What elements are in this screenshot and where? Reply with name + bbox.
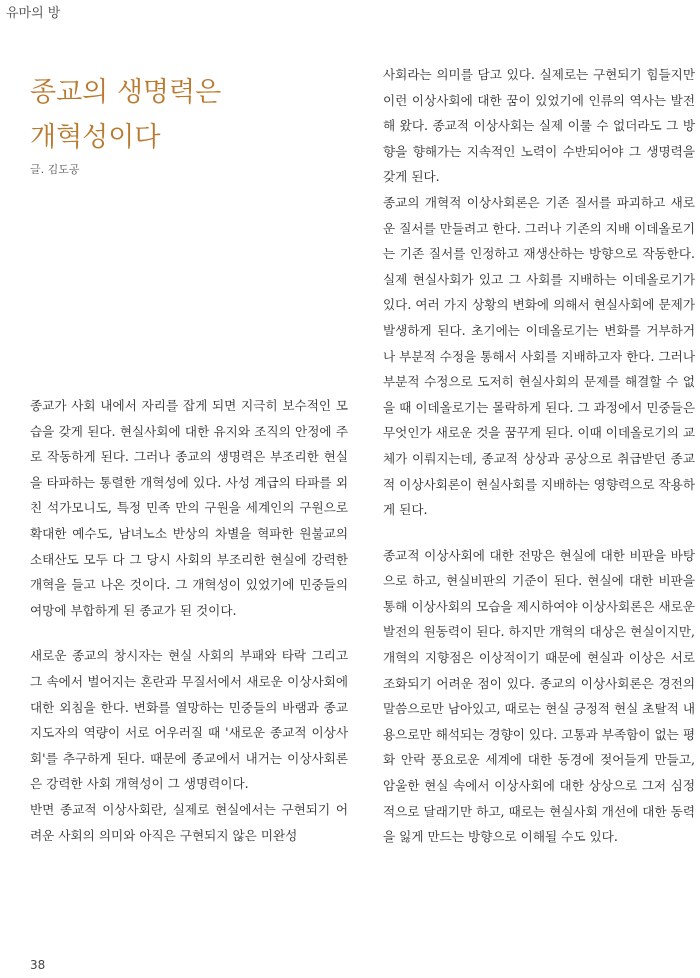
left-column: [30, 393, 348, 848]
left-paragraph-3: 반면 종교적 이상사회란, 실제로 현실에서는 구현되기 어려운 사회의 의미와 아직은 구현되지 않은 미완성: [30, 801, 348, 843]
left-paragraph-1: 종교가 사회 내에서 자리를 잡게 되면 지극히 보수적인 모습을 갖게 된다. 현실사회에 대한 유지와 조직의 안정에 주로 작동하게 된다. 그러나 종교의 생명력은 부조리한 현실을 타파하는 통렬한 개혁성에 있다. 사성 계급의 타파를 외친 석가모니도, 특정 민족 만의 구원을 세계인의 구원으로 확대한 예수도, 남녀노소 반상의 차별을 혁파한 원불교의 소태산도 모두 다 그 당시 사회의 부조리한 현실에 강력한 개혁을 들고 나온 것이다. 그 개혁성이 있었기에 민중들의 여망에 부합하게 된 종교가 된 것이다.: [30, 398, 348, 618]
right-column: [383, 62, 695, 850]
right-paragraph-2: 종교의 개혁적 이상사회론은 기존 질서를 파괴하고 새로운 질서를 만들려고 한다. 그러나 기존의 지배 이데올로기는 기존 질서를 인정하고 재생산하는 방향으로 작동한다. 실제 현실사회가 있고 그 사회를 지배하는 이데올로기가 있다. 여러 가지 상황의 변화에 의해서 현실사회에 문제가 발생하게 된다. 초기에는 이데올로기는 변화를 거부하거나 부분적 수정을 통해서 사회를 지배하고자 한다. 그러나 부분적 수정으로 도저히 현실사회의 문제를 해결할 수 없을 때 이데올로기는 몰락하게 된다. 그 과정에서 민중들은 무엇인가 새로운 것을 꿈꾸게 된다. 이때 이데올로기의 교체가 이뤄지는데, 종교적 상상과 공상으로 취급받던 종교적 이상사회론이 현실사회를 지배하는 영향력으로 작용하게 된다.: [383, 194, 695, 518]
left-paragraph-2: 새로운 종교의 창시자는 현실 사회의 부패와 타락 그리고 그 속에서 벌어지는 혼란과 무질서에서 새로운 이상사회에 대한 외침을 한다. 변화를 열망하는 민중들의 바램과 종교 지도자의 역량이 서로 어우러질 때 '새로운 종교적 이상사회'를 추구하게 된다. 때문에 종교에서 내거는 이상사회론은 강력한 사회 개혁성이 그 생명력이다.: [30, 648, 348, 792]
right-paragraph-3: 종교적 이상사회에 대한 전망은 현실에 대한 비판을 바탕으로 하고, 현실비판의 기준이 된다. 현실에 대한 비판을 통해 이상사회의 모습을 제시하여야 이상사회론은 새로운 발전의 원동력이 된다. 하지만 개혁의 대상은 현실이지만, 개혁의 지향점은 이상적이기 때문에 현실과 이상은 서로 조화되기 어려운 점이 있다. 종교의 이상사회론은 경전의 말씀으로만 남아있고, 때로는 현실 긍정적 현실 초탈적 내용으로만 해석되는 경향이 있다. 고통과 부족함이 없는 평화 안락 풍요로운 세계에 대한 동경에 젖어들게 만들고, 암울한 현실 속에서 이상사회에 대한 상상으로 그저 심정적으로 달래기만 하고, 때로는 현실사회 개선에 대한 동력을 잃게 만드는 방향으로 이해될 수도 있다.: [383, 547, 695, 845]
byline: 글. 김도공: [30, 163, 80, 176]
page-number: 38: [30, 958, 46, 972]
right-paragraph-1: 사회라는 의미를 담고 있다. 실제로는 구현되기 힘들지만 이런 이상사회에 대한 꿈이 있었기에 인류의 역사는 발전해 왔다. 종교적 이상사회는 실제 이룰 수 없더라도 그 방향을 향해가는 지속적인 노력이 수반되어야 그 생명력을 갖게 된다.: [383, 67, 695, 185]
title-line-1: 종교의 생명력은: [30, 77, 222, 108]
title-line-2: 개혁성이다: [30, 122, 161, 153]
running-head: 유마의 방: [6, 6, 61, 21]
article-title: [30, 70, 350, 160]
